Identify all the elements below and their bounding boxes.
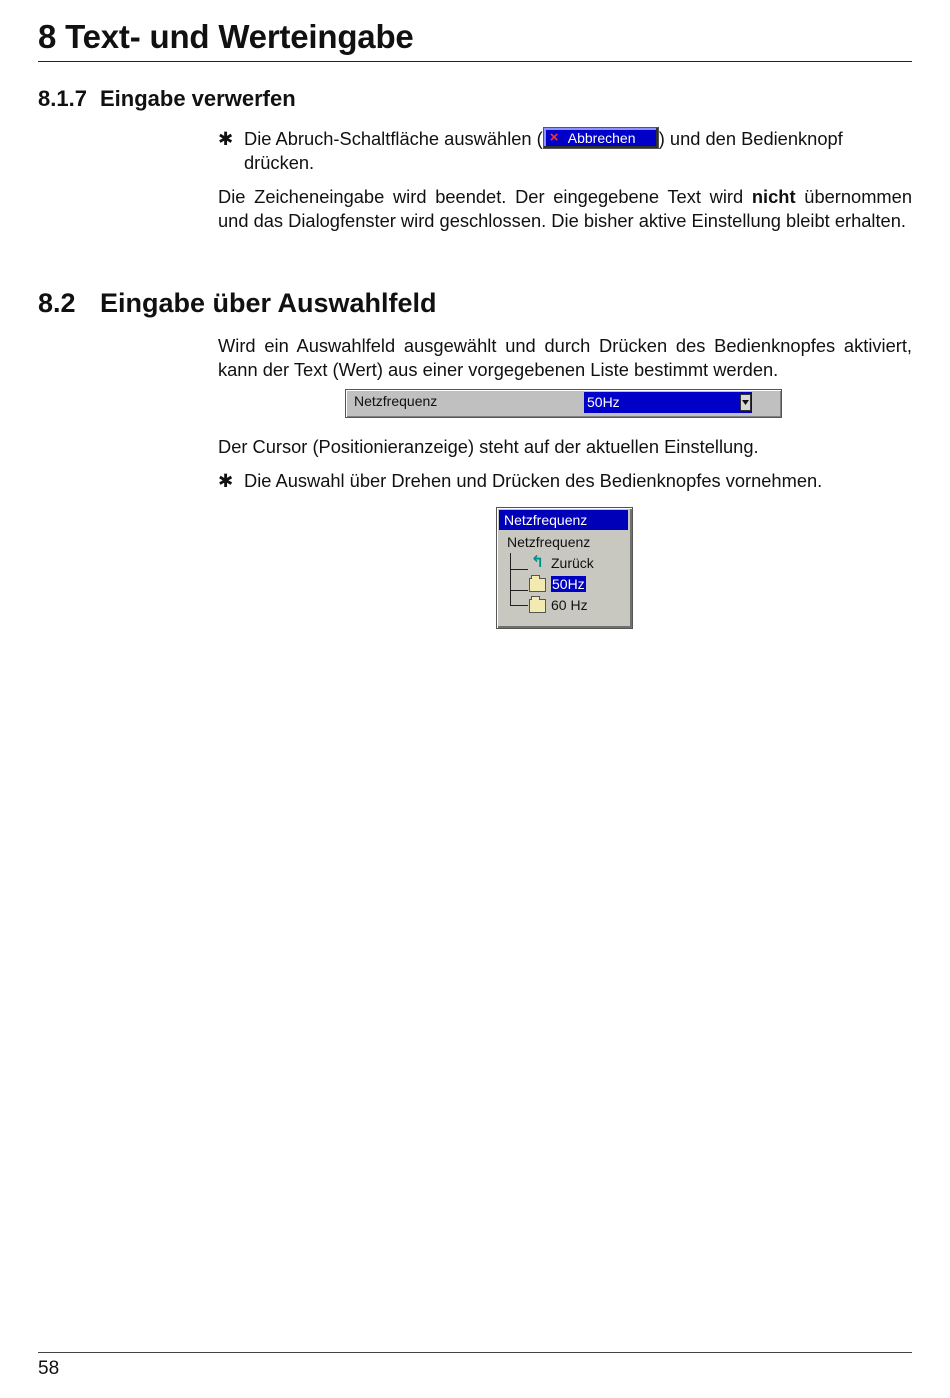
- bullet-text: [244, 127, 912, 175]
- header-rule: [38, 61, 912, 62]
- para-text-part: Die Zeicheneingabe wird beendet. Der eingegebene Text wird: [218, 186, 752, 207]
- folder-icon: [529, 578, 546, 592]
- tree-item-60hz[interactable]: 60 Hz: [551, 597, 588, 613]
- netzfrequenz-select[interactable]: [345, 389, 782, 418]
- chapter-title: 8 Text- und Werteingabe: [38, 18, 414, 55]
- tree-root-label: Netzfrequenz: [507, 534, 591, 550]
- netzfrequenz-tree-popup: [496, 507, 633, 629]
- bullet-text: Die Auswahl über Drehen und Drücken des Bedienknopfes vornehmen.: [244, 470, 823, 491]
- footer-rule: [38, 1352, 912, 1353]
- abbrechen-button-label: Abbrechen: [567, 130, 636, 146]
- paragraph-select-intro: Wird ein Auswahlfeld ausgewählt und durch Drücken des Bedienknopfes aktiviert, kann der Text (Wert) aus einer vorgegebenen Liste bestimmt werden.: [218, 335, 912, 380]
- dropdown-arrow-icon[interactable]: [740, 394, 751, 411]
- section-number: 8.2: [38, 288, 76, 318]
- tree-item-zurueck[interactable]: Zurück: [551, 555, 594, 571]
- paragraph-cancel-result: [218, 185, 912, 233]
- bullet-star-icon: ✱: [218, 470, 234, 491]
- tree-line: [510, 605, 528, 606]
- tree-item-50hz[interactable]: 50Hz: [552, 576, 585, 592]
- cancel-x-icon: ×: [549, 129, 559, 146]
- tree-line: [510, 553, 511, 605]
- section-title: Eingabe über Auswahlfeld: [100, 288, 437, 318]
- section-heading-82: [38, 288, 437, 319]
- bullet-text-part: Die Abruch-Schaltfläche auswählen (: [244, 128, 543, 149]
- paragraph-cursor: Der Cursor (Positionieranzeige) steht auf der aktuellen Einstellung.: [218, 436, 759, 457]
- abbrechen-button[interactable]: [543, 127, 659, 149]
- folder-icon: [529, 599, 546, 613]
- back-arrow-icon: ↰: [530, 554, 545, 571]
- bullet-instruction-cancel: [218, 127, 912, 175]
- section-title: Eingabe verwerfen: [100, 86, 296, 111]
- section-heading-817: [38, 86, 296, 112]
- bullet-instruction-select: [218, 469, 912, 493]
- section-number: 8.1.7: [38, 86, 87, 111]
- para-bold-word: nicht: [751, 186, 796, 207]
- bullet-star-icon: ✱: [218, 128, 234, 149]
- tree-line: [510, 590, 528, 591]
- bullet-text-part: ) und den Bedienknopf drücken.: [244, 128, 843, 173]
- select-value[interactable]: 50Hz: [584, 392, 752, 413]
- para-text-part: übernommen und das Dialogfenster wird geschlossen. Die bisher aktive Einstellung bleibt erhalten.: [218, 186, 912, 231]
- tree-line: [510, 569, 528, 570]
- select-label: Netzfrequenz: [354, 393, 438, 409]
- page-number: 58: [38, 1358, 60, 1379]
- popup-titlebar: Netzfrequenz: [499, 510, 628, 530]
